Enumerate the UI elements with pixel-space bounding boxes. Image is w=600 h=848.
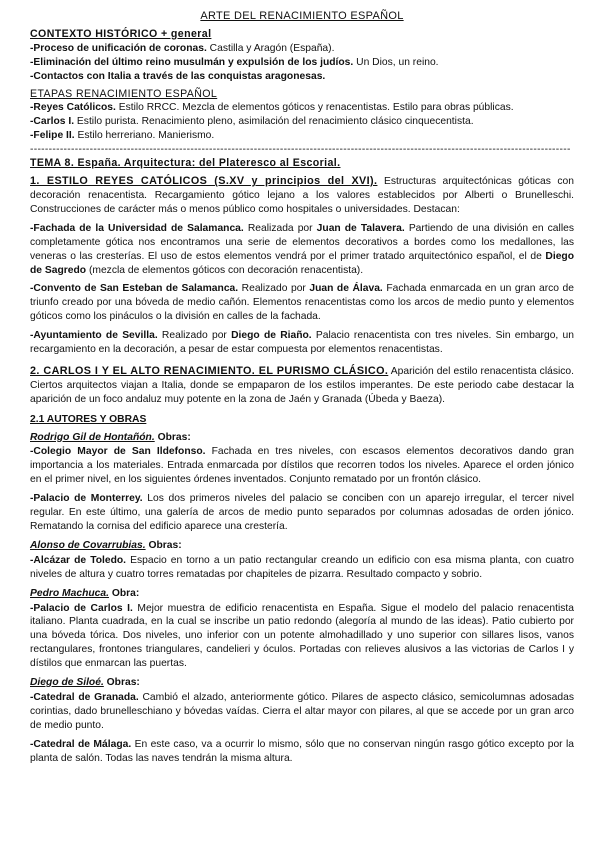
works-label: Obra: (108, 587, 140, 599)
text: En este caso, va a ocurrir lo mismo, sólo que no conservan ningún rasgo gótico excepto por la planta de salón. Todas las naves tendrán la misma altura. (30, 738, 575, 764)
ayuntamiento-sevilla-paragraph (30, 329, 574, 357)
section-1-heading: 1. ESTILO REYES CATÓLICOS (S.XV y principios del XVI). (30, 175, 378, 188)
etapas-item-text: Estilo purista. Renacimiento pleno, asimilación del renacimiento clásico cinquecentista. (74, 116, 474, 128)
etapas-item-bold: -Carlos I. (30, 116, 75, 128)
author-name: Alonso de Covarrubias. (30, 539, 146, 551)
separator-line: ------------------------------------------------------------------------------------------------------------------------------------------------- (30, 144, 571, 156)
document-title: ARTE DEL RENACIMIENTO ESPAÑOL (200, 10, 404, 22)
text: Fachada en tres niveles, con escasos elementos decorativos dando gran importancia a los materiales. Entrada enmarcada por dístilos que recorren todos los niveles. Aparece el orden jónico en el primer nivel, en los siguientes órdenes inventados. Conjunto rematado por un frontón clásico. (30, 446, 574, 486)
work-title: -Alcázar de Toledo. (30, 554, 127, 566)
catedral-granada-paragraph (30, 691, 574, 733)
text: Espacio en torno a un patio rectangular creando un edificio con esa misma planta, con cuatro niveles de altura y cuatro torres rematadas por chapiteles de pizarra. Resultado compacto y sobrio. (30, 554, 574, 580)
work-title: -Colegio Mayor de San Ildefonso. (30, 446, 206, 458)
author-heading-diego (30, 676, 574, 690)
contexto-item-bold: -Eliminación del último reino musulmán y expulsión de los judíos. (30, 56, 354, 68)
palacio-monterrey-paragraph (30, 492, 574, 534)
etapas-heading: ETAPAS RENACIMIENTO ESPAÑOL (30, 87, 218, 100)
contexto-item-bold: -Contactos con Italia a través de las conquistas aragonesas. (30, 70, 326, 82)
catedral-malaga-paragraph (30, 738, 574, 766)
work-title: -Ayuntamiento de Sevilla. (30, 330, 158, 342)
text: Palacio renacentista con tres niveles. Sin embargo, un recargamiento en la decoración, a pesar de estar compuesta por elementos renacentistas. (30, 330, 574, 356)
text: Realizado por (238, 283, 310, 295)
contexto-item-text: Un Dios, un reino. (353, 56, 439, 68)
etapas-item-text: Estilo RRCC. Mezcla de elementos góticos y renacentistas. Estilo para obras públicas. (115, 102, 514, 114)
architect-name: Juan de Talavera. (316, 222, 405, 234)
convento-san-esteban-paragraph (30, 282, 574, 324)
work-title: -Convento de San Esteban de Salamanca. (30, 283, 239, 295)
text: Realizado por (157, 330, 232, 342)
colegio-san-ildefonso-paragraph (30, 445, 574, 487)
architect-name: Juan de Álava. (309, 283, 383, 295)
etapas-item (30, 129, 574, 143)
text: Cambió el alzado, anteriormente gótico. Pilares de aspecto clásico, semicolumnas adosadas corintias, dado brunelleschiano y bóvedas vaídas. Cierra el altar mayor con pilares, al que se accede por un gran arco de medio punto. (30, 691, 575, 731)
fachada-salamanca-paragraph (30, 222, 574, 278)
alcazar-toledo-paragraph (30, 554, 574, 582)
etapas-item-text: Estilo herreriano. Manierismo. (74, 130, 215, 142)
section-1-intro (30, 175, 574, 217)
contexto-item-bold: -Proceso de unificación de coronas. (30, 42, 207, 54)
work-title: -Palacio de Carlos I. (30, 602, 133, 614)
work-title: -Fachada de la Universidad de Salamanca. (30, 222, 244, 234)
contexto-item (30, 42, 574, 56)
work-title: -Palacio de Monterrey. (30, 493, 143, 505)
architect-name: Diego de Riaño. (231, 330, 312, 342)
author-name: Diego de Siloé. (30, 677, 104, 689)
work-title: -Catedral de Granada. (30, 691, 139, 703)
section-2-heading: 2. CARLOS I Y EL ALTO RENACIMIENTO. EL PURISMO CLÁSICO. (30, 364, 389, 377)
author-name: Rodrigo Gil de Hontañón. (30, 431, 155, 443)
author-heading-alonso (30, 539, 574, 553)
etapas-item-bold: -Felipe II. (30, 130, 75, 142)
contexto-heading: CONTEXTO HISTÓRICO + general (30, 27, 212, 40)
contexto-item (30, 56, 574, 70)
section-2-intro (30, 365, 574, 407)
text: Partiendo de una división en calles completamente gótica nos encontramos una serie de elementos decorativos a bordes como los medallones, las veneras o las cresterías. El uso de estos elementos vendrá por el primer tratado arquitectónico español, el de (30, 222, 574, 262)
contexto-item-text: Castilla y Aragón (España). (206, 42, 335, 54)
works-label: Obras: (103, 677, 140, 689)
text: (mezcla de elementos góticos con decoración renacentista). (86, 264, 364, 276)
works-label: Obras: (145, 539, 182, 551)
author-heading-rodrigo (30, 431, 574, 445)
text: Fachada enmarcada en un gran arco de triunfo creado por una bóveda de medio cañón. Elementos renacentistas como los arcos de medio punto y elementos góticos como los pináculos o la división en calles de la fachada. (30, 283, 574, 323)
author-heading-pedro (30, 587, 574, 601)
text: Los dos primeros niveles del palacio se conciben con un aparejo irregular, el tercer nivel regular. En este último, una galería de arcos de medio punto separados por columnas adosadas de orden jónico. Rematando la cornisa del edificio aparece una crestería. (30, 493, 574, 532)
text: Mejor muestra de edificio renacentista en España. Sigue el modelo del palacio renacentista italiano. Planta cuadrada, en la cual se inscribe un patio redondo (alegoría al mundo de las ideas). Patio cubierto por una bóveda tórica. Dos niveles, uno inferior con un potente almohadillado y uno superior con sillares lisos, vanos rectangulares, frontones triangulares, candelieri y óculos. Portadas con relieves alusivos a las victorias de Carlos I y dístilos que enmarcan las puertas. (30, 602, 574, 670)
etapas-item-bold: -Reyes Católicos. (30, 102, 116, 114)
work-title: -Catedral de Málaga. (30, 738, 132, 750)
etapas-item (30, 101, 574, 115)
tema-heading: TEMA 8. España. Arquitectura: del Plateresco al Escorial. (30, 157, 341, 170)
section-2-text: Aparición del estilo renacentista clásico. Ciertos arquitectos viajan a Italia, donde se empaparon de los estilos imperantes. De este periodo cabe destacar la aparición de un foco andaluz muy potente en la zona de Jaén y Granada (Úbeda y Baeza). (30, 365, 575, 405)
section-21-heading: 2.1 AUTORES Y OBRAS (30, 413, 147, 425)
palacio-carlos-paragraph (30, 602, 574, 672)
section-1-text: Estructuras arquitectónicas góticas con decoración renacentista. Recargamiento gótico lejano a los valores establecidos por Alberti o Brunelleschi. Construcciones de carácter más o menos público como hospitales o universidades. Destacan: (30, 176, 574, 215)
author-name: Diego de Sagredo (30, 250, 574, 276)
contexto-item (30, 70, 574, 84)
etapas-item (30, 115, 574, 129)
works-label: Obras: (154, 431, 191, 443)
author-name: Pedro Machuca. (30, 587, 109, 599)
text: Realizada por (243, 222, 317, 234)
